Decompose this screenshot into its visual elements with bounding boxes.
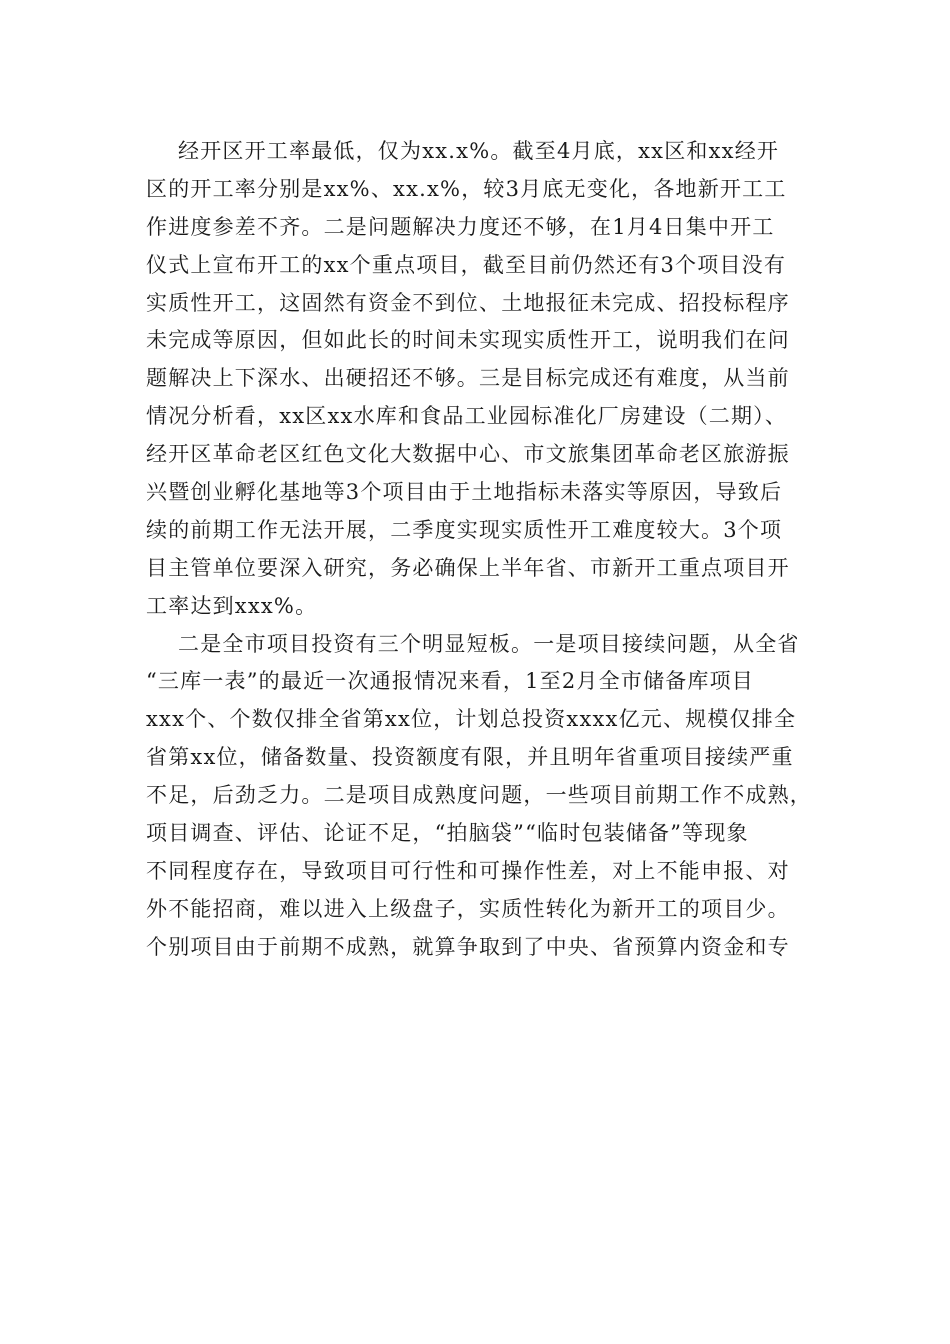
text-line: 二是全市项目投资有三个明显短板。一是项目接续问题，从全省: [178, 631, 800, 656]
text-line: 不足，后劲乏力。二是项目成熟度问题，一些项目前期工作不成熟，: [146, 783, 812, 808]
text-line: 经开区开工率最低，仅为xx.x%。截至4月底，xx区和xx经开: [178, 139, 780, 163]
text-line: xxx个、个数仅排全省第xx位，计划总投资xxxx亿元、规模仅排全: [146, 707, 797, 732]
text-line: “三库一表”的最近一次通报情况来看，1至2月全市储备库项目: [146, 669, 754, 694]
text-line: 省第xx位，储备数量、投资额度有限，并且明年省重项目接续严重: [146, 745, 794, 770]
text-line: 外不能招商，难以进入上级盘子，实质性转化为新开工的项目少。: [146, 896, 790, 921]
text-line: 个别项目由于前期不成熟，就算争取到了中央、省预算内资金和专: [146, 934, 790, 959]
text-line: 项目调查、评估、论证不足，“拍脑袋”“临时包装储备”等现象: [146, 821, 749, 846]
paragraph-1: [146, 133, 796, 626]
document-body: [146, 133, 812, 967]
text-line: 情况分析看，xx区xx水库和食品工业园标准化厂房建设（二期）、: [146, 404, 788, 429]
text-line: 兴暨创业孵化基地等3个项目由于土地指标未落实等原因，导致后: [146, 480, 783, 505]
text-line: 实质性开工，这固然有资金不到位、土地报征未完成、招投标程序: [146, 290, 790, 315]
text-line: 未完成等原因，但如此长的时间未实现实质性开工，说明我们在问: [146, 328, 790, 353]
text-line: 不同程度存在，导致项目可行性和可操作性差，对上不能申报、对: [146, 858, 790, 883]
text-line: 区的开工率分别是xx%、xx.x%，较3月底无变化，各地新开工工: [146, 176, 787, 201]
text-line: 仪式上宣布开工的xx个重点项目，截至目前仍然还有3个项目没有: [146, 252, 787, 277]
text-line: 目主管单位要深入研究，务必确保上半年省、市新开工重点项目开: [146, 555, 790, 580]
text-line: 经开区革命老区红色文化大数据中心、市文旅集团革命老区旅游振: [146, 442, 790, 467]
text-line: 工率达到xxx%。: [146, 593, 318, 618]
text-line: 续的前期工作无法开展，二季度实现实质性开工难度较大。3个项: [146, 517, 783, 542]
text-line: 作进度参差不齐。二是问题解决力度还不够，在1月4日集中开工: [146, 214, 775, 239]
text-line: 题解决上下深水、出硬招还不够。三是目标完成还有难度，从当前: [146, 366, 790, 391]
paragraph-2: [146, 626, 812, 967]
